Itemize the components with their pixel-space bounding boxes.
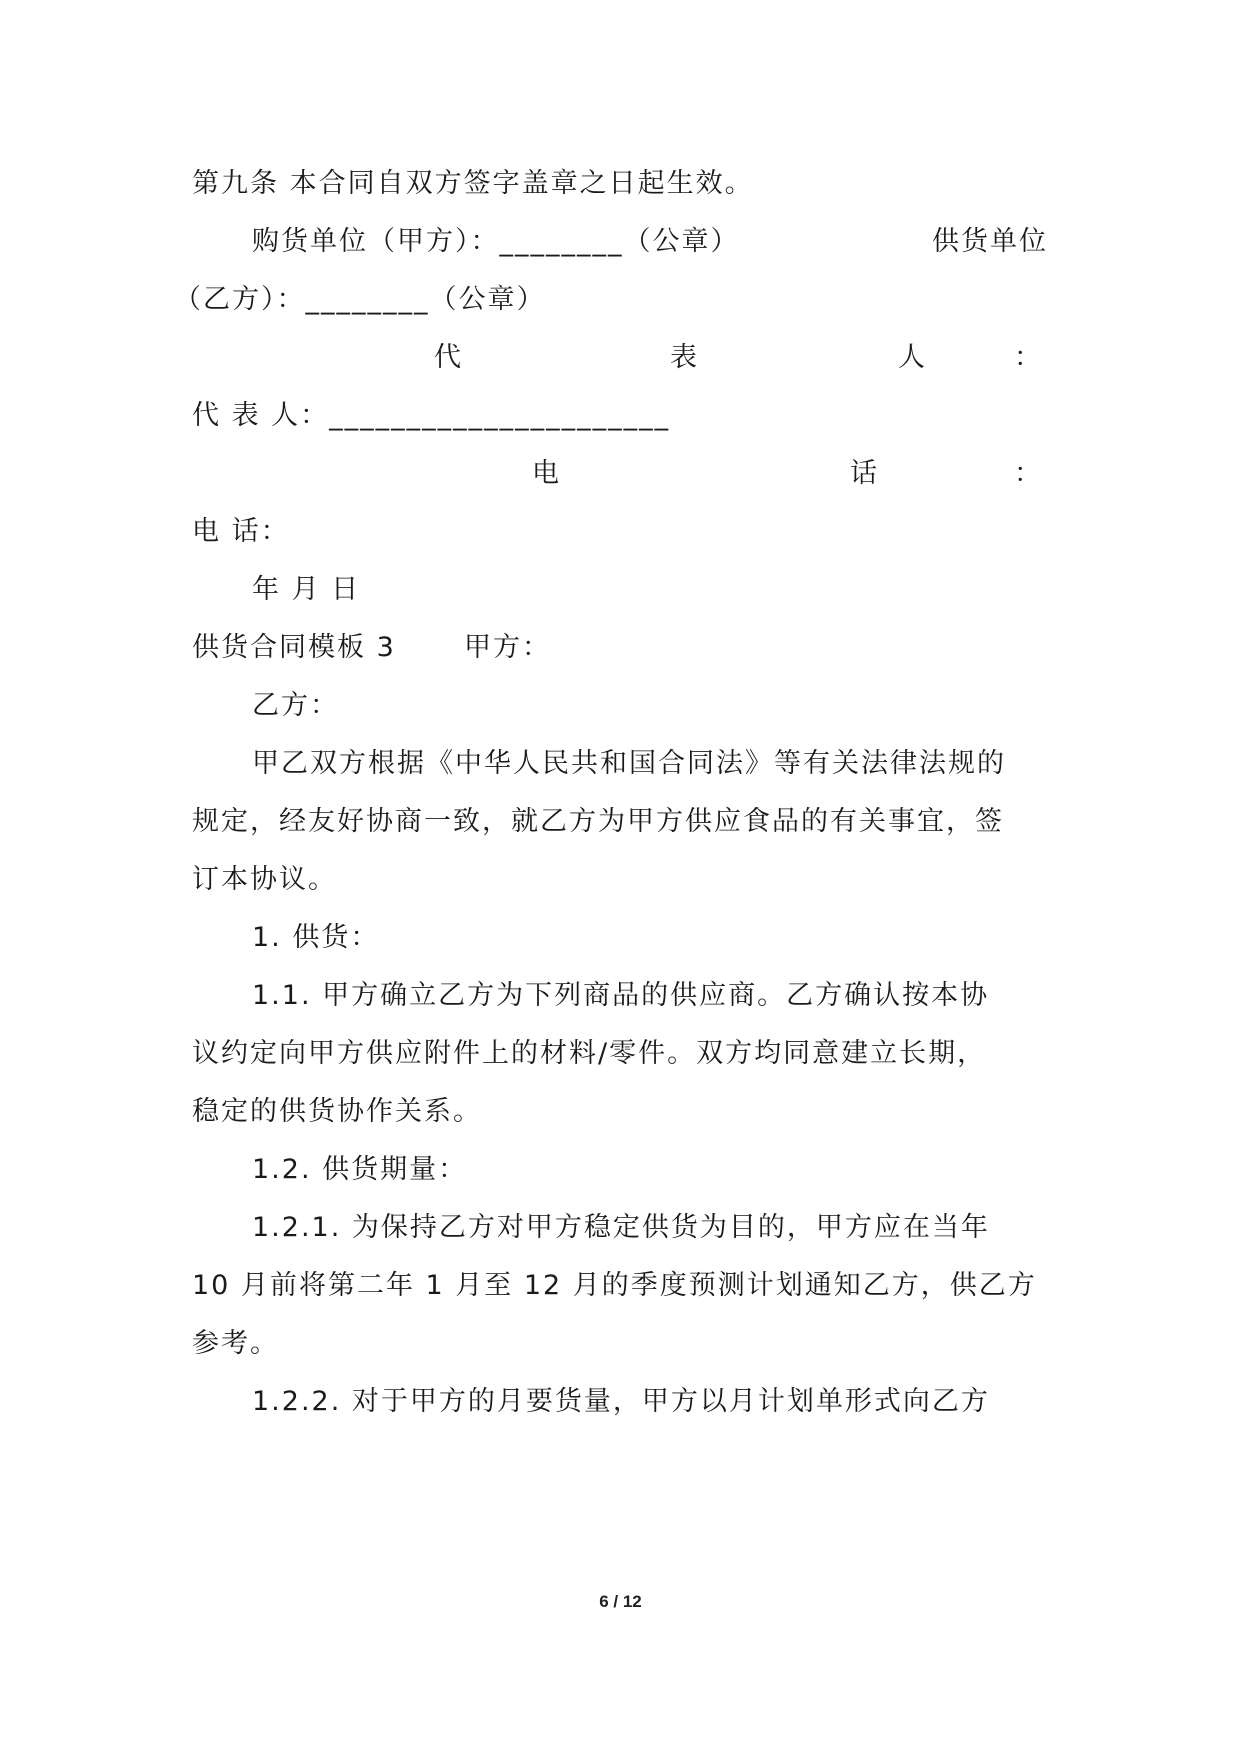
- representative-colon: ：: [1014, 342, 1041, 373]
- date-line: 年 月 日: [252, 574, 361, 605]
- phone-colon: ：: [1014, 458, 1041, 489]
- clause-1-2-1-line-2: 10 月前将第二年 1 月至 12 月的季度预测计划通知乙方，供乙方: [192, 1270, 1037, 1301]
- preamble-line-1: 甲乙双方根据《中华人民共和国合同法》等有关法律法规的: [252, 748, 1006, 779]
- phone-spread-row: [192, 454, 1054, 494]
- clause-1-1-line-2: 议约定向甲方供应附件上的材料/零件。双方均同意建立长期，: [192, 1038, 987, 1069]
- phone-char-2: 话: [850, 458, 877, 489]
- clause-1-1-line-3: 稳定的供货协作关系。: [192, 1096, 482, 1127]
- supplier-unit-label: 供货单位: [932, 226, 1048, 257]
- page-number: 6 / 12: [599, 1592, 642, 1611]
- clause-1-2-heading: 1.2. 供货期量：: [252, 1154, 468, 1185]
- article-9-text: 第九条 本合同自双方签字盖章之日起生效。: [192, 168, 754, 199]
- supplier-unit-line: （乙方）：________（公章）: [174, 284, 546, 315]
- representative-char-2: 表: [670, 342, 697, 373]
- representative-char-3: 人: [898, 342, 925, 373]
- section-1-heading: 1. 供货：: [252, 922, 380, 953]
- template-3-title: 供货合同模板 3: [192, 632, 396, 663]
- party-b-label: 乙方：: [252, 690, 339, 721]
- phone-char-1: 电: [532, 458, 559, 489]
- preamble-line-3: 订本协议。: [192, 864, 337, 895]
- phone-line: 电 话：: [192, 516, 290, 547]
- preamble-line-2: 规定，经友好协商一致，就乙方为甲方供应食品的有关事宜，签: [192, 806, 1004, 837]
- clause-1-2-2-line-1: 1.2.2. 对于甲方的月要货量，甲方以月计划单形式向乙方: [252, 1386, 990, 1417]
- party-a-label: 甲方：: [464, 632, 551, 663]
- clause-1-1-line-1: 1.1. 甲方确立乙方为下列商品的供应商。乙方确认按本协: [252, 980, 990, 1011]
- clause-1-2-1-line-3: 参考。: [192, 1328, 279, 1359]
- representative-char-1: 代: [434, 342, 461, 373]
- clause-1-2-1-line-1: 1.2.1. 为保持乙方对甲方稳定供货为目的，甲方应在当年: [252, 1212, 990, 1243]
- representative-spread-row: [192, 338, 1054, 378]
- buyer-unit-line: 购货单位（甲方）：________（公章）: [252, 226, 740, 257]
- representative-line: 代 表 人：______________________: [192, 400, 671, 431]
